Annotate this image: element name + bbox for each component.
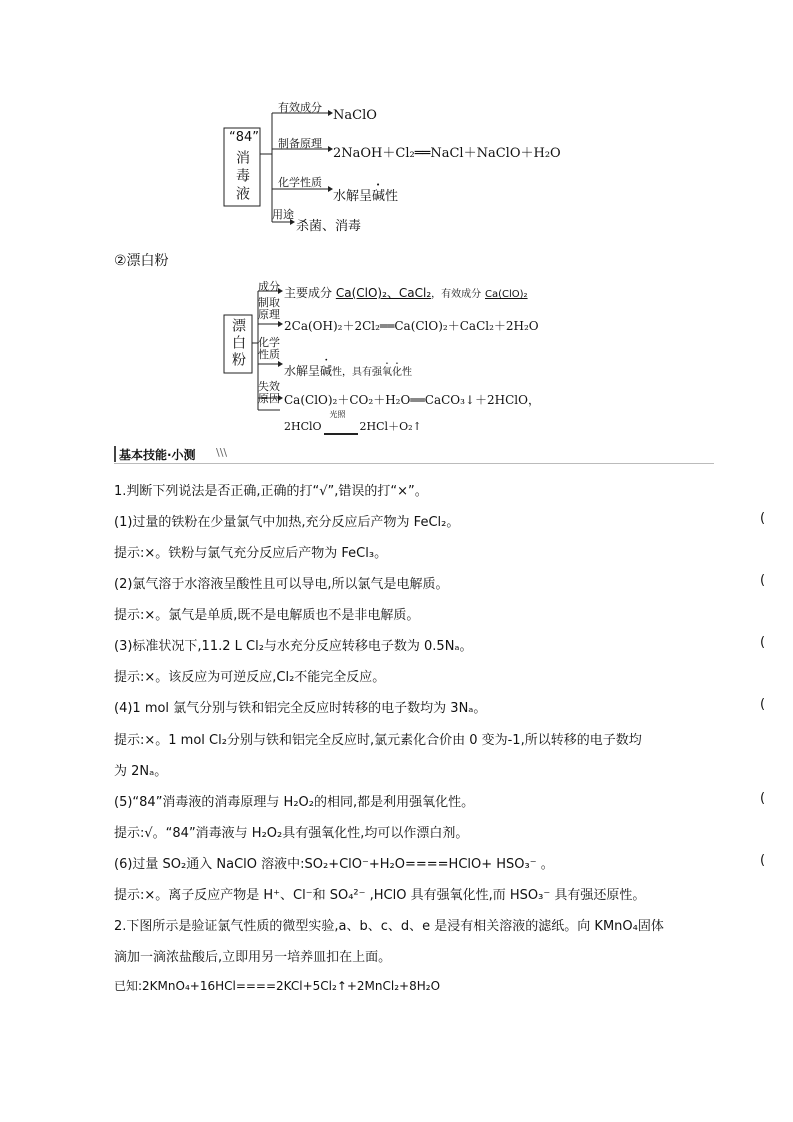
q1-item-5: (5)“84”消毒液的消毒原理与 H₂O₂的相同,都是利用强氧化性。 [114,795,475,810]
q2-text-line2: 滴加一滴浓盐酸后,立即用另一培养皿扣在上面。 [114,950,392,965]
q1-item-1: (1)过量的铁粉在少量氯气中加热,充分反应后产物为 FeCl₂。 [114,515,460,530]
q1-hint-2: 提示:×。氯气是单质,既不是电解质也不是非电解质。 [114,608,420,623]
q1-hint-4: 提示:×。1 mol Cl₂分别与铁和铝完全反应时,氯元素化合价由 0 变为-1,所以转移的电子数均 [114,733,642,748]
q1-hint-1: 提示:×。铁粉与氯气充分反应后产物为 FeCl₃。 [114,546,388,561]
q1-hint-6: 提示:×。离子反应产物是 H⁺、Cl⁻和 SO₄²⁻ ,HClO 具有强氧化性,而 HSO₃⁻ 具有强还原性。 [114,888,646,903]
q1-item-6-paren: ( [760,853,766,868]
bleach-content-failure: Ca(ClO)₂＋CO₂＋H₂O══CaCO₃↓＋2HClO， [284,393,540,407]
q1-item-4-paren: ( [760,697,766,712]
q2-known-equation: 已知:2KMnO₄+16HCl====2KCl+5Cl₂↑+2MnCl₂+8H₂O [114,979,441,993]
q1-hint-5: 提示:√。“84”消毒液与 H₂O₂具有强氧化性,均可以作漂白剂。 [114,826,469,841]
branch-label-chemical: 化学性质 [278,176,322,189]
box-label-disinfectant: 消毒液 [234,150,250,204]
branch-content-chemical: 水解呈碱性 [333,189,399,204]
branch-label-preparation: 制备原理 [278,137,322,150]
q1-item-4: (4)1 mol 氯气分别与铁和铝完全反应时转移的电子数均为 3Nₐ。 [114,701,487,716]
q1-hint-3: 提示:×。该反应为可逆反应,Cl₂不能完全反应。 [114,670,386,685]
skill-header-title: 基本技能·小测 [119,448,196,462]
q1-item-1-paren: ( [760,511,766,526]
q1-item-5-paren: ( [760,791,766,806]
bleach-label-preparation: 制取原理 [258,296,280,321]
box-label-bleach: 漂白粉 [230,318,246,369]
branch-label-use: 用途 [272,208,294,221]
q1-item-3: (3)标准状况下,11.2 L Cl₂与水充分反应转移电子数为 0.5Nₐ。 [114,639,473,654]
bleach-content-preparation: 2Ca(OH)₂＋2Cl₂══Ca(ClO)₂＋CaCl₂＋2H₂O [284,319,539,333]
bleach-content-chemical: 水解呈碱性，具有强氧化性 [284,364,413,378]
q1-title: 1.判断下列说法是否正确,正确的打“√”,错误的打“×”。 [114,484,428,499]
skill-header [114,446,714,464]
bleach-label-chemical: 化学性质 [258,336,280,361]
q2-text-line1: 2.下图所示是验证氯气性质的微型实验,a、b、c、d、e 是浸有相关溶液的滤纸。向 KMnO₄固体 [114,919,664,934]
branch-label-effective: 有效成分 [278,101,322,114]
branch-content-effective: NaClO [333,108,377,123]
box-label-84: “84” [229,130,260,145]
bleach-label-composition: 成分 [258,280,280,293]
branch-content-preparation: 2NaOH＋Cl₂══NaCl＋NaClO＋H₂O [333,146,561,161]
q1-item-2-paren: ( [760,573,766,588]
q1-item-3-paren: ( [760,635,766,650]
bleach-content-composition: 主要成分 Ca(ClO)₂、CaCl₂，有效成分 Ca(ClO)₂ [284,286,528,300]
q1-item-2: (2)氯气溶于水溶液呈酸性且可以导电,所以氯气是电解质。 [114,577,449,592]
q1-item-6: (6)过量 SO₂通入 NaClO 溶液中:SO₂+ClO⁻+H₂O====HClO+ HSO₃⁻ 。 [114,857,554,872]
bleach-label-failure: 失效原因 [258,380,280,405]
section-title-bleaching-powder: ②漂白粉 [114,253,169,269]
q1-hint-4-cont: 为 2Nₐ。 [114,764,168,779]
skill-header-decor: \\\ [216,446,228,459]
branch-content-use: 杀菌、消毒 [296,219,362,234]
bleach-content-light: 2HClO 光照 2HCl＋O₂↑ [284,410,422,433]
